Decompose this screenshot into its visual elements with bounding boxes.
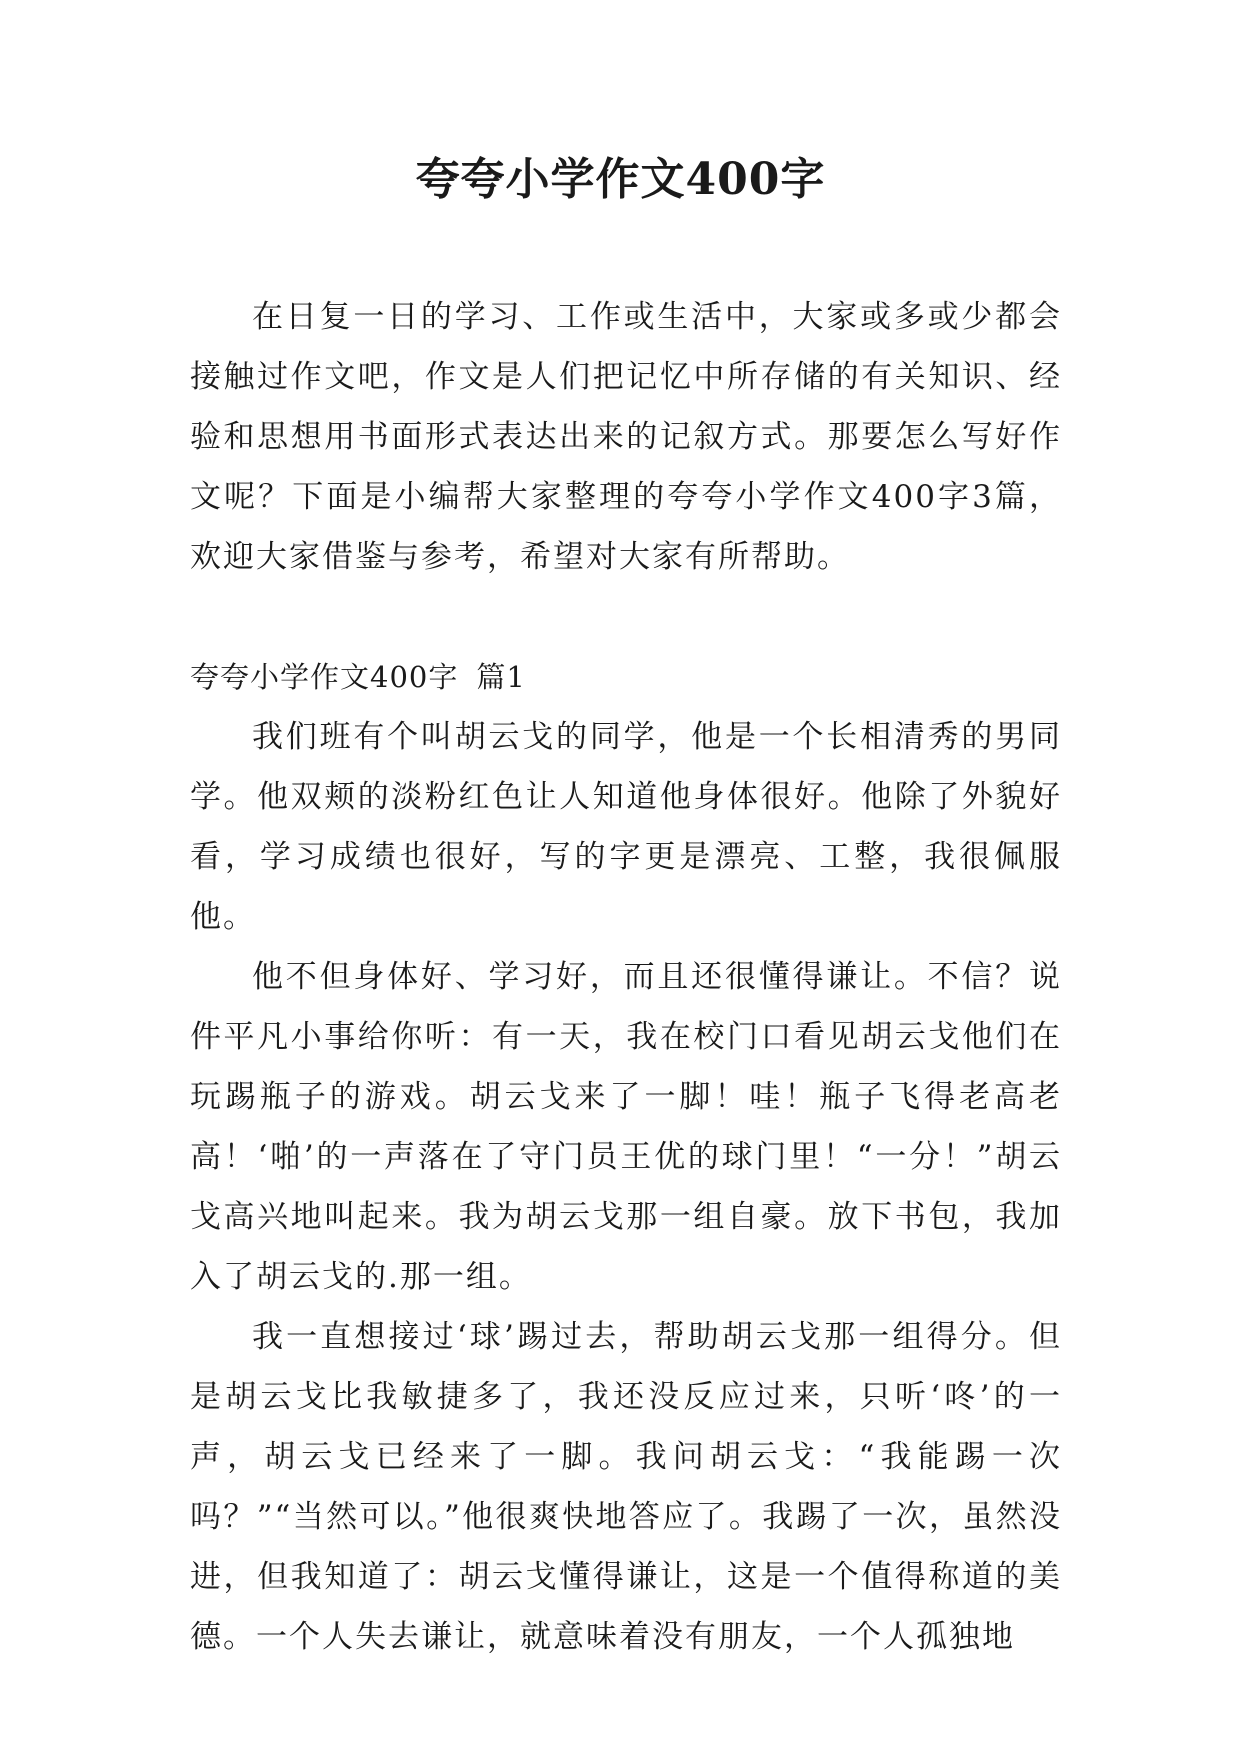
document-body — [190, 287, 1062, 1667]
body-paragraph-3: 我一直想接过‘球’踢过去，帮助胡云戈那一组得分。但是胡云戈比我敏捷多了，我还没反应过来，只听‘咚’的一声，胡云戈已经来了一脚。我问胡云戈：“我能踢一次吗？”“当然可以。”他很爽快地答应了。我踢了一次，虽然没进，但我知道了：胡云戈懂得谦让，这是一个值得称道的美德。一个人失去谦让，就意味着没有朋友，一个人孤独地 — [190, 1319, 1062, 1655]
document-title: 夸夸小学作文400字 — [415, 154, 826, 205]
section-heading-number: 篇1 — [476, 660, 526, 694]
intro-paragraph: 在日复一日的学习、工作或生活中，大家或多或少都会接触过作文吧，作文是人们把记忆中所存储的有关知识、经验和思想用书面形式表达出来的记叙方式。那要怎么写好作文呢？下面是小编帮大家整理的夸夸小学作文400字3篇，欢迎大家借鉴与参考，希望对大家有所帮助。 — [190, 299, 1062, 575]
section-heading-title: 夸夸小学作文400字 — [190, 660, 459, 694]
body-paragraph-2: 他不但身体好、学习好，而且还很懂得谦让。不信？说件平凡小事给你听：有一天，我在校门口看见胡云戈他们在玩踢瓶子的游戏。胡云戈来了一脚！哇！瓶子飞得老高老高！‘啪’的一声落在了守门员王优的球门里！“一分！”胡云戈高兴地叫起来。我为胡云戈那一组自豪。放下书包，我加入了胡云戈的.那一组。 — [190, 959, 1062, 1295]
section-heading — [190, 647, 1062, 707]
spacer — [190, 587, 1062, 647]
body-paragraph-1: 我们班有个叫胡云戈的同学，他是一个长相清秀的男同学。他双颊的淡粉红色让人知道他身体很好。他除了外貌好看，学习成绩也很好，写的字更是漂亮、工整，我很佩服他。 — [190, 719, 1062, 935]
